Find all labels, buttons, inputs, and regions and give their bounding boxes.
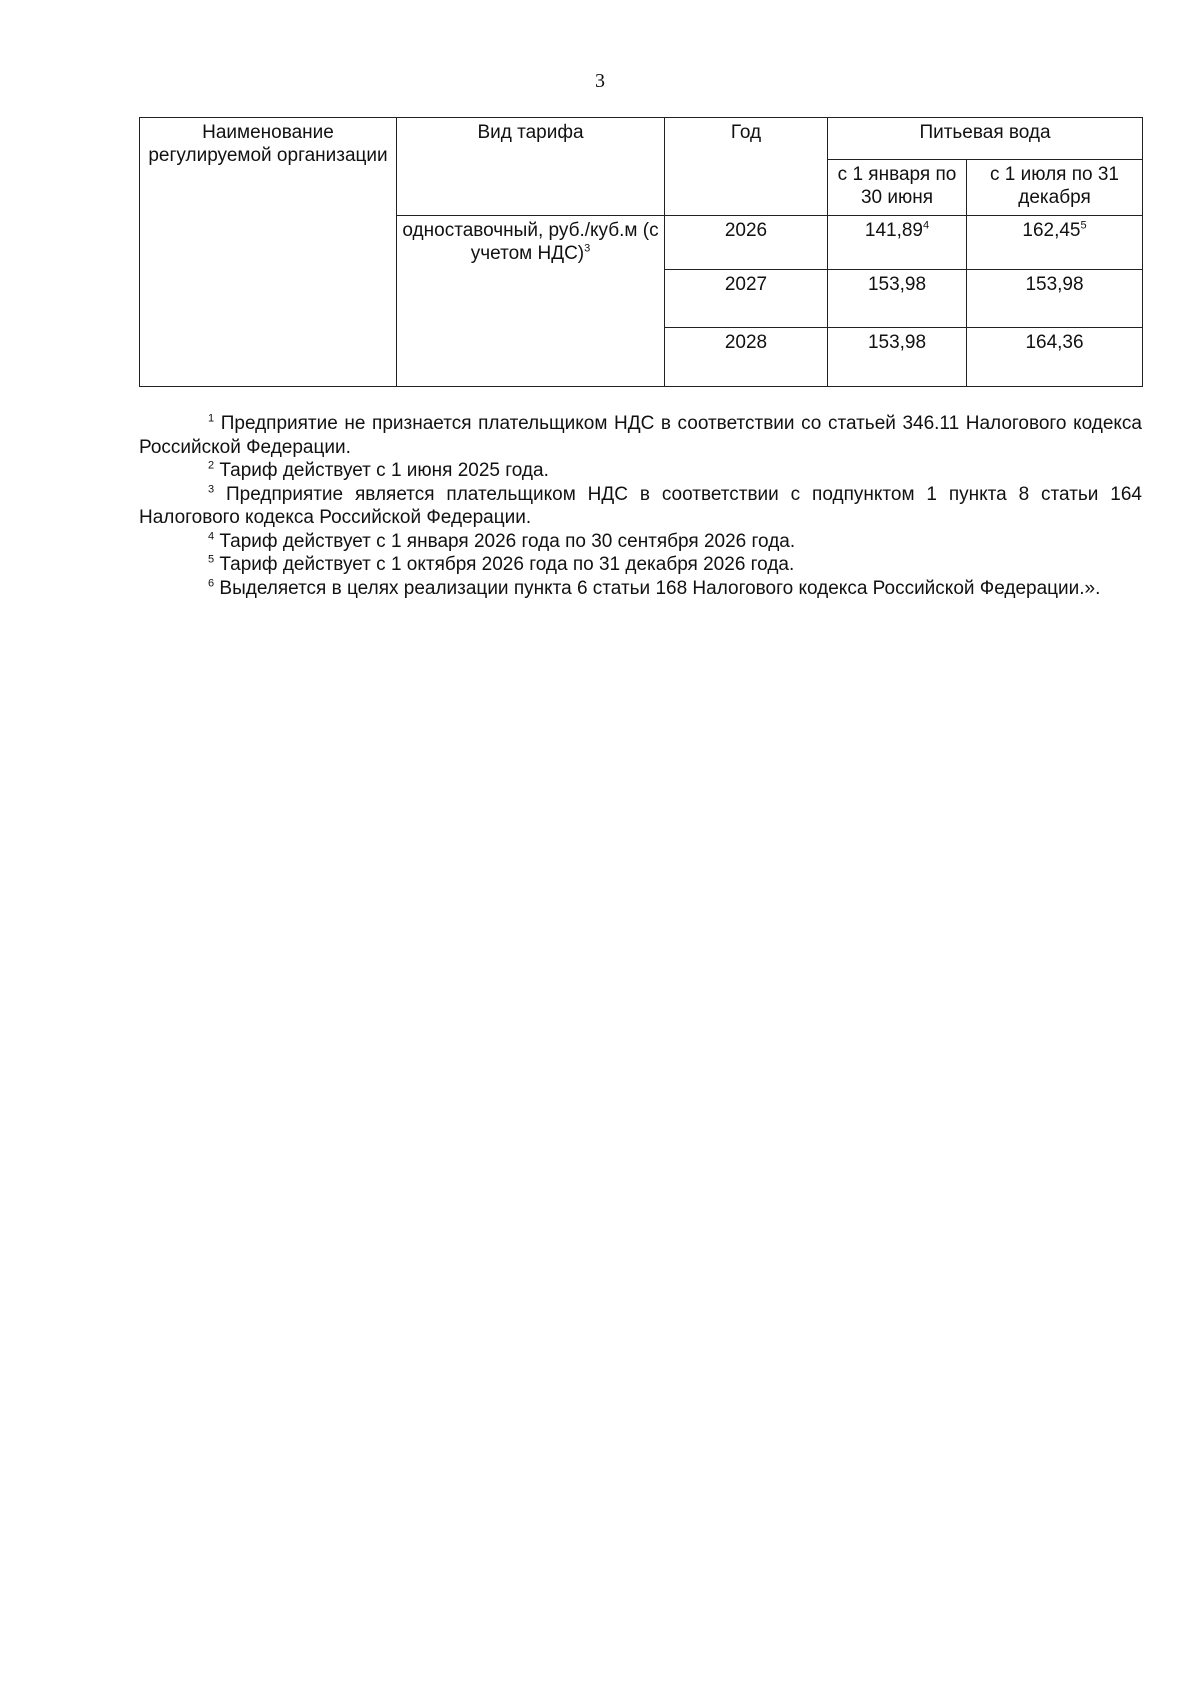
- footnote-number: 4: [208, 530, 215, 543]
- row-period-1-footnote-ref: 4: [923, 219, 930, 232]
- footnote: [139, 483, 1142, 530]
- footnote-number: 6: [208, 577, 215, 590]
- row-period-1-value: 141,89: [864, 220, 923, 241]
- footnote: [139, 412, 1142, 459]
- header-drinking-water: Питьевая вода: [828, 118, 1143, 160]
- footnote-number: 2: [208, 459, 215, 472]
- row-period-2-value: 153,98: [967, 270, 1143, 328]
- footnote-number: 3: [208, 483, 215, 496]
- tariff-label-cell: [397, 216, 665, 387]
- header-org-name: Наименование регулируемой организации: [140, 118, 397, 387]
- row-year: 2027: [665, 270, 828, 328]
- footnote-text: Тариф действует с 1 января 2026 года по 30 сентября 2026 года.: [219, 530, 796, 552]
- header-year: Год: [665, 118, 828, 216]
- footnote-text: Предприятие является плательщиком НДС в соответствии с подпунктом 1 пункта 8 статьи 164 Налогового кодекса Российской Федерации.: [139, 483, 1142, 528]
- footnote-text: Предприятие не признается плательщиком НДС в соответствии со статьей 346.11 Налогового кодекса Российской Федерации.: [139, 413, 1143, 458]
- row-year: 2026: [665, 216, 828, 270]
- row-period-1-value: 153,98: [828, 270, 967, 328]
- header-period-2: с 1 июля по 31 декабря: [967, 160, 1143, 216]
- footnote-text: Выделяется в целях реализации пункта 6 статьи 168 Налогового кодекса Российской Федерации.».: [219, 577, 1101, 599]
- tariff-label: одноставочный, руб./куб.м (с учетом НДС): [402, 220, 659, 264]
- tariff-label-footnote-ref: 3: [584, 242, 591, 255]
- footnote: [139, 530, 1142, 554]
- header-period-1: с 1 января по 30 июня: [828, 160, 967, 216]
- row-period-2-value: 162,45: [1022, 220, 1081, 241]
- footnote: [139, 577, 1142, 601]
- row-period-2-cell: [967, 216, 1143, 270]
- footnote-text: Тариф действует с 1 октября 2026 года по 31 декабря 2026 года.: [219, 554, 795, 575]
- footnote: [139, 553, 1142, 577]
- footnote-text: Тариф действует с 1 июня 2025 года.: [219, 460, 549, 481]
- tariff-table: [139, 117, 1143, 387]
- footnote-number: 1: [208, 412, 215, 425]
- footnote-number: 5: [208, 553, 215, 566]
- row-period-1-cell: [828, 216, 967, 270]
- row-period-2-footnote-ref: 5: [1080, 219, 1087, 232]
- footnote: [139, 459, 1142, 483]
- row-period-1-value: 153,98: [828, 328, 967, 387]
- table-header-row: [140, 118, 1143, 160]
- footnotes: [139, 412, 1142, 600]
- page-number: 3: [595, 70, 605, 92]
- header-tariff-type: Вид тарифа: [397, 118, 665, 216]
- row-period-2-value: 164,36: [967, 328, 1143, 387]
- row-year: 2028: [665, 328, 828, 387]
